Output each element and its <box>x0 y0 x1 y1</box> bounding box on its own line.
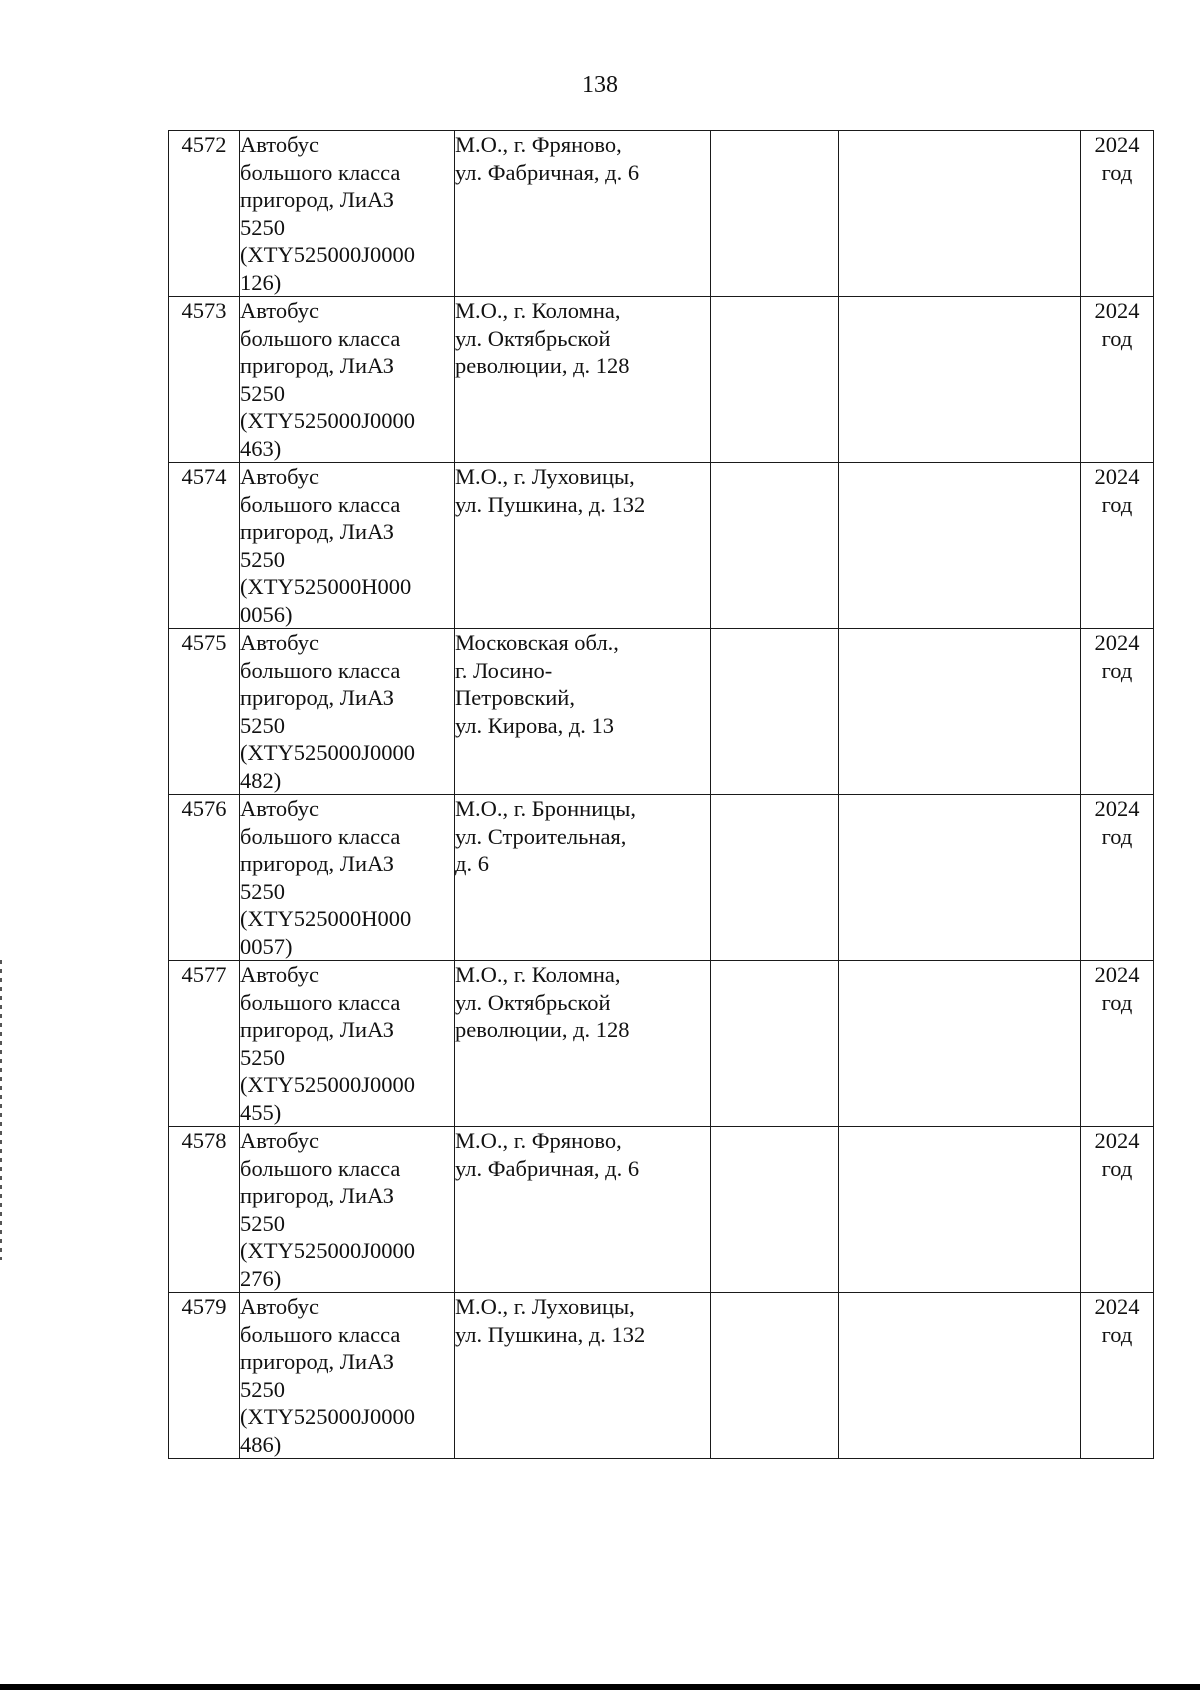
description-line: пригород, ЛиАЗ <box>240 851 395 876</box>
year-unit: год <box>1101 657 1133 683</box>
address-line: М.О., г. Коломна, <box>455 962 621 987</box>
address-line: ул. Пушкина, д. 132 <box>455 1321 646 1347</box>
row-number-cell: 4577 <box>169 961 240 1127</box>
description-line: (XTY525000H000 <box>240 906 412 931</box>
vehicle-description-cell <box>240 463 455 629</box>
address-line: д. 6 <box>455 851 489 876</box>
year-value: 2024 <box>1094 464 1140 489</box>
scan-edge-mark <box>0 960 2 1260</box>
description-line: (XTY525000J0000 <box>240 740 415 765</box>
year-cell <box>1081 961 1154 1127</box>
address-line: ул. Кирова, д. 13 <box>455 712 615 738</box>
empty-cell <box>711 463 839 629</box>
empty-cell <box>711 297 839 463</box>
address-line: революции, д. 128 <box>455 353 630 378</box>
empty-cell <box>839 297 1081 463</box>
address-cell <box>455 1127 711 1293</box>
year-unit: год <box>1101 159 1133 185</box>
empty-cell <box>711 131 839 297</box>
table-body <box>169 131 1154 1459</box>
description-line: 5250 <box>240 1210 285 1236</box>
empty-cell <box>839 795 1081 961</box>
description-line: большого класса <box>240 657 401 683</box>
row-number-cell: 4573 <box>169 297 240 463</box>
year-value: 2024 <box>1094 796 1140 821</box>
description-line: Автобус <box>240 1128 319 1153</box>
year-unit: год <box>1101 823 1133 849</box>
year-unit: год <box>1101 491 1133 517</box>
address-line: М.О., г. Луховицы, <box>455 1294 635 1319</box>
description-line: 0057) <box>240 933 293 959</box>
address-line: ул. Фабричная, д. 6 <box>455 1155 640 1181</box>
table-row <box>169 1293 1154 1459</box>
description-line: большого класса <box>240 159 401 185</box>
description-line: Автобус <box>240 298 319 323</box>
address-line: М.О., г. Коломна, <box>455 298 621 323</box>
address-cell <box>455 795 711 961</box>
description-line: пригород, ЛиАЗ <box>240 685 395 710</box>
description-line: пригород, ЛиАЗ <box>240 519 395 544</box>
address-line: М.О., г. Фряново, <box>455 1128 622 1153</box>
page-number: 138 <box>582 72 618 98</box>
row-number-cell: 4579 <box>169 1293 240 1459</box>
row-number-cell: 4576 <box>169 795 240 961</box>
address-line: Петровский, <box>455 685 575 710</box>
table-row <box>169 1127 1154 1293</box>
address-line: Московская обл., <box>455 630 619 655</box>
year-value: 2024 <box>1094 1128 1140 1153</box>
address-cell <box>455 629 711 795</box>
year-unit: год <box>1101 989 1133 1015</box>
address-line: ул. Октябрьской <box>455 325 611 351</box>
description-line: 486) <box>240 1431 282 1457</box>
year-value: 2024 <box>1094 132 1140 157</box>
address-cell <box>455 961 711 1127</box>
description-line: (XTY525000J0000 <box>240 1072 415 1097</box>
year-cell <box>1081 795 1154 961</box>
description-line: 5250 <box>240 380 285 406</box>
address-line: г. Лосино- <box>455 657 553 683</box>
row-number-cell: 4578 <box>169 1127 240 1293</box>
address-line: ул. Пушкина, д. 132 <box>455 491 646 517</box>
vehicle-description-cell <box>240 1293 455 1459</box>
address-line: ул. Фабричная, д. 6 <box>455 159 640 185</box>
empty-cell <box>711 1293 839 1459</box>
description-line: (XTY525000J0000 <box>240 1404 415 1429</box>
description-line: пригород, ЛиАЗ <box>240 187 395 212</box>
description-line: (XTY525000H000 <box>240 574 412 599</box>
description-line: Автобус <box>240 132 319 157</box>
table-row <box>169 297 1154 463</box>
description-line: Автобус <box>240 1294 319 1319</box>
address-line: М.О., г. Фряново, <box>455 132 622 157</box>
table-row <box>169 795 1154 961</box>
empty-cell <box>711 961 839 1127</box>
description-line: 463) <box>240 435 282 461</box>
year-value: 2024 <box>1094 1294 1140 1319</box>
empty-cell <box>711 629 839 795</box>
empty-cell <box>839 131 1081 297</box>
table-row <box>169 131 1154 297</box>
vehicle-description-cell <box>240 297 455 463</box>
description-line: Автобус <box>240 962 319 987</box>
description-line: Автобус <box>240 630 319 655</box>
empty-cell <box>839 1127 1081 1293</box>
description-line: большого класса <box>240 491 401 517</box>
empty-cell <box>711 795 839 961</box>
description-line: большого класса <box>240 1155 401 1181</box>
address-cell <box>455 297 711 463</box>
description-line: 5250 <box>240 1376 285 1402</box>
description-line: пригород, ЛиАЗ <box>240 1017 395 1042</box>
empty-cell <box>839 629 1081 795</box>
row-number-cell: 4572 <box>169 131 240 297</box>
vehicle-description-cell <box>240 795 455 961</box>
year-unit: год <box>1101 325 1133 351</box>
description-line: большого класса <box>240 325 401 351</box>
description-line: 0056) <box>240 601 293 627</box>
description-line: 482) <box>240 767 282 793</box>
description-line: 455) <box>240 1099 282 1125</box>
vehicle-description-cell <box>240 961 455 1127</box>
address-cell <box>455 463 711 629</box>
year-cell <box>1081 463 1154 629</box>
row-number-cell: 4574 <box>169 463 240 629</box>
address-line: М.О., г. Бронницы, <box>455 796 637 821</box>
year-cell <box>1081 1293 1154 1459</box>
year-cell <box>1081 1127 1154 1293</box>
description-line: Автобус <box>240 796 319 821</box>
year-cell <box>1081 629 1154 795</box>
description-line: пригород, ЛиАЗ <box>240 353 395 378</box>
description-line: большого класса <box>240 823 401 849</box>
year-unit: год <box>1101 1155 1133 1181</box>
table-row <box>169 961 1154 1127</box>
description-line: (XTY525000J0000 <box>240 408 415 433</box>
empty-cell <box>711 1127 839 1293</box>
address-line: ул. Строительная, <box>455 823 627 849</box>
year-value: 2024 <box>1094 630 1140 655</box>
address-line: ул. Октябрьской <box>455 989 611 1015</box>
description-line: большого класса <box>240 1321 401 1347</box>
address-line: М.О., г. Луховицы, <box>455 464 635 489</box>
year-cell <box>1081 131 1154 297</box>
description-line: 5250 <box>240 214 285 240</box>
row-number-cell: 4575 <box>169 629 240 795</box>
address-cell <box>455 1293 711 1459</box>
empty-cell <box>839 1293 1081 1459</box>
vehicle-description-cell <box>240 131 455 297</box>
year-cell <box>1081 297 1154 463</box>
empty-cell <box>839 463 1081 629</box>
scan-edge-bar <box>0 1684 1200 1690</box>
description-line: 5250 <box>240 878 285 904</box>
vehicle-registry-table <box>168 130 1154 1459</box>
description-line: 5250 <box>240 1044 285 1070</box>
description-line: 5250 <box>240 712 285 738</box>
address-cell <box>455 131 711 297</box>
description-line: Автобус <box>240 464 319 489</box>
description-line: пригород, ЛиАЗ <box>240 1349 395 1374</box>
description-line: 126) <box>240 269 282 295</box>
vehicle-description-cell <box>240 1127 455 1293</box>
description-line: (XTY525000J0000 <box>240 242 415 267</box>
year-value: 2024 <box>1094 298 1140 323</box>
description-line: большого класса <box>240 989 401 1015</box>
vehicle-description-cell <box>240 629 455 795</box>
description-line: 5250 <box>240 546 285 572</box>
description-line: 276) <box>240 1265 282 1291</box>
description-line: пригород, ЛиАЗ <box>240 1183 395 1208</box>
table-row <box>169 629 1154 795</box>
year-unit: год <box>1101 1321 1133 1347</box>
table-row <box>169 463 1154 629</box>
description-line: (XTY525000J0000 <box>240 1238 415 1263</box>
address-line: революции, д. 128 <box>455 1017 630 1042</box>
year-value: 2024 <box>1094 962 1140 987</box>
empty-cell <box>839 961 1081 1127</box>
